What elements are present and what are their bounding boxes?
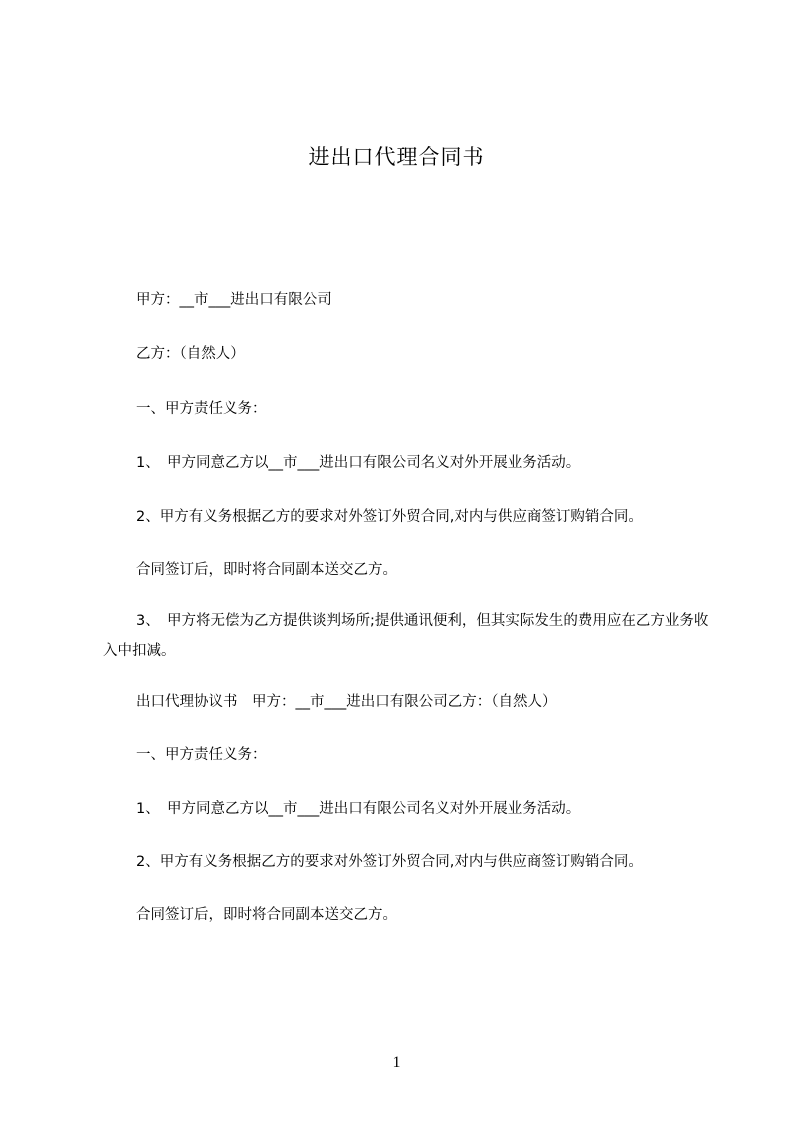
clause-2-continued: 合同签订后，即时将合同副本送交乙方。 [136, 562, 397, 578]
agreement-heading-line: 出口代理协议书 甲方：__市___进出口有限公司乙方：（自然人） [136, 694, 557, 710]
document-title: 进出口代理合同书 [308, 145, 485, 169]
party-b-line: 乙方：（自然人） [136, 346, 245, 362]
party-a-line: 甲方：__市___进出口有限公司 [136, 292, 332, 308]
clause-2: 2、甲方有义务根据乙方的要求对外签订外贸合同,对内与供应商签订购销合同。 [136, 509, 643, 525]
clause-1: 1、 甲方同意乙方以__市___进出口有限公司名义对外开展业务活动。 [136, 455, 581, 471]
section-heading: 一、甲方责任义务： [136, 401, 267, 417]
section-heading-repeat: 一、甲方责任义务： [136, 747, 267, 763]
clause-3: 3、 甲方将无偿为乙方提供谈判场所;提供通讯便利，但其实际发生的费用应在乙方业务收入中扣减。 [103, 613, 709, 659]
page-number: 1 [392, 1054, 401, 1071]
clause-2-continued-repeat: 合同签订后，即时将合同副本送交乙方。 [136, 907, 397, 923]
clause-2-repeat: 2、甲方有义务根据乙方的要求对外签订外贸合同,对内与供应商签订购销合同。 [136, 854, 643, 870]
clause-1-repeat: 1、 甲方同意乙方以__市___进出口有限公司名义对外开展业务活动。 [136, 801, 581, 817]
